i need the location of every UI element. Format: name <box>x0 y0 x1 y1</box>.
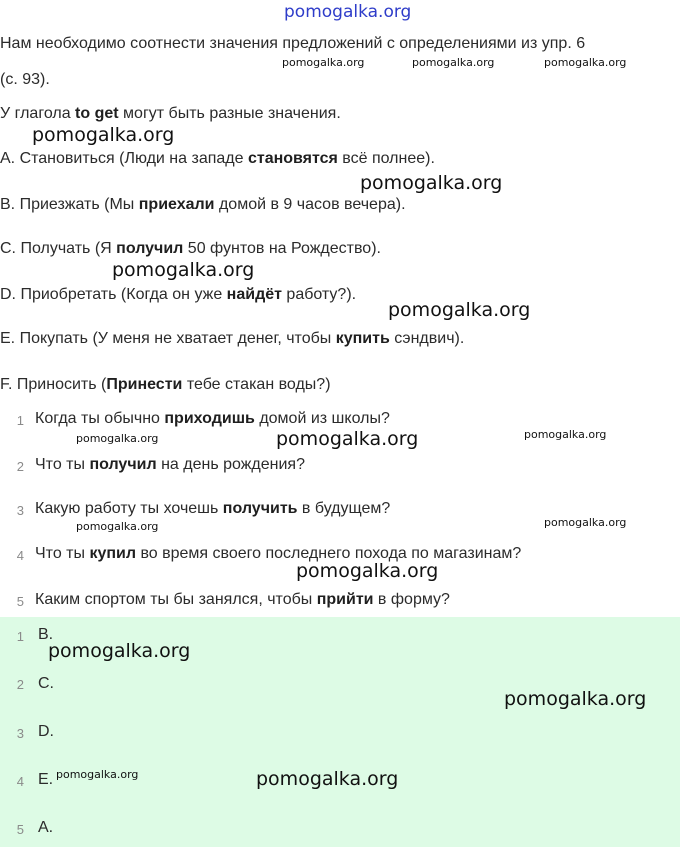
verb-intro-before: У глагола <box>0 105 76 122</box>
meaning-text: B. Приезжать (Мы <box>0 196 139 213</box>
meaning-e <box>0 330 464 348</box>
answer-number: 5 <box>16 822 24 837</box>
answer-number: 3 <box>16 726 24 741</box>
verb-intro-after: могут быть разные значения. <box>118 105 341 122</box>
question-text: Какую работу ты хочешь <box>35 500 223 517</box>
answer-letter: D. <box>38 723 54 740</box>
question-text: во время своего последнего похода по магазинам? <box>136 545 522 562</box>
question-bold: купил <box>89 545 137 562</box>
question-text: Что ты <box>35 456 90 473</box>
meaning-text: сэндвич). <box>389 330 465 347</box>
meaning-text: E. Покупать (У меня не хватает денег, чтобы <box>0 330 336 347</box>
watermark-small: pomogalka.org <box>282 56 365 69</box>
question-bold: получить <box>222 500 298 517</box>
question-4 <box>35 545 521 563</box>
watermark-big: pomogalka.org <box>388 299 531 321</box>
verb-intro-verb: to get <box>75 105 119 122</box>
watermark-small: pomogalka.org <box>544 56 627 69</box>
answer-letter: B. <box>38 626 54 643</box>
watermark-big: pomogalka.org <box>276 428 419 450</box>
watermark-big: pomogalka.org <box>32 124 175 146</box>
meaning-text: домой в 9 часов вечера). <box>214 196 406 213</box>
meaning-f <box>0 376 331 394</box>
meaning-b <box>0 196 406 214</box>
question-text: на день рождения? <box>156 456 305 473</box>
answer-number: 1 <box>16 629 24 644</box>
watermark-small: pomogalka.org <box>56 768 139 781</box>
meaning-a <box>0 150 435 168</box>
intro-line-1: Нам необходимо соотнести значения предложений с определениями из упр. 6 <box>0 35 586 52</box>
answer-letter: C. <box>38 675 54 692</box>
question-text: в будущем? <box>297 500 391 517</box>
meaning-bold: Принести <box>106 376 183 393</box>
question-5 <box>35 591 450 609</box>
question-number: 2 <box>16 459 24 474</box>
meaning-text: D. Приобретать (Когда он уже <box>0 286 227 303</box>
question-bold: приходишь <box>164 410 255 427</box>
meaning-text: тебе стакан воды?) <box>182 376 331 393</box>
question-text: Каким спортом ты бы занялся, чтобы <box>35 591 317 608</box>
watermark-big: pomogalka.org <box>256 768 399 790</box>
meaning-text: 50 фунтов на Рождество). <box>183 240 381 257</box>
question-1 <box>35 410 390 428</box>
question-text: домой из школы? <box>254 410 390 427</box>
question-number: 3 <box>16 503 24 518</box>
watermark-small: pomogalka.org <box>524 428 607 441</box>
answer-letter: A. <box>38 819 54 836</box>
question-number: 5 <box>16 594 24 609</box>
meaning-c <box>0 240 381 258</box>
watermark-small: pomogalka.org <box>412 56 495 69</box>
meaning-text: A. Становиться (Люди на западе <box>0 150 248 167</box>
question-2 <box>35 456 305 474</box>
verb-intro <box>0 105 341 123</box>
meaning-bold: становятся <box>247 150 338 167</box>
question-text: в форму? <box>373 591 450 608</box>
answer-number: 4 <box>16 774 24 789</box>
meaning-text: всё полнее). <box>337 150 435 167</box>
watermark-small: pomogalka.org <box>76 520 159 533</box>
meaning-d <box>0 286 356 304</box>
answer-number: 2 <box>16 677 24 692</box>
watermark-big: pomogalka.org <box>48 640 191 662</box>
meaning-text: C. Получать (Я <box>0 240 117 257</box>
meaning-text: работу?). <box>281 286 357 303</box>
question-bold: прийти <box>316 591 374 608</box>
question-3 <box>35 500 390 518</box>
intro-line-2: (с. 93). <box>0 71 50 88</box>
watermark-small: pomogalka.org <box>544 516 627 529</box>
question-number: 4 <box>16 548 24 563</box>
meaning-bold: купить <box>335 330 390 347</box>
meaning-text: F. Приносить ( <box>0 376 107 393</box>
answer-letter: E. <box>38 771 54 788</box>
top-watermark: pomogalka.org <box>284 2 412 22</box>
watermark-big: pomogalka.org <box>504 688 647 710</box>
question-bold: получил <box>89 456 157 473</box>
meaning-bold: найдёт <box>226 286 282 303</box>
watermark-big: pomogalka.org <box>296 560 439 582</box>
watermark-small: pomogalka.org <box>76 432 159 445</box>
question-text: Когда ты обычно <box>35 410 165 427</box>
watermark-big: pomogalka.org <box>112 259 255 281</box>
meaning-bold: приехали <box>138 196 215 213</box>
watermark-big: pomogalka.org <box>360 172 503 194</box>
meaning-bold: получил <box>116 240 184 257</box>
question-number: 1 <box>16 413 24 428</box>
question-text: Что ты <box>35 545 90 562</box>
